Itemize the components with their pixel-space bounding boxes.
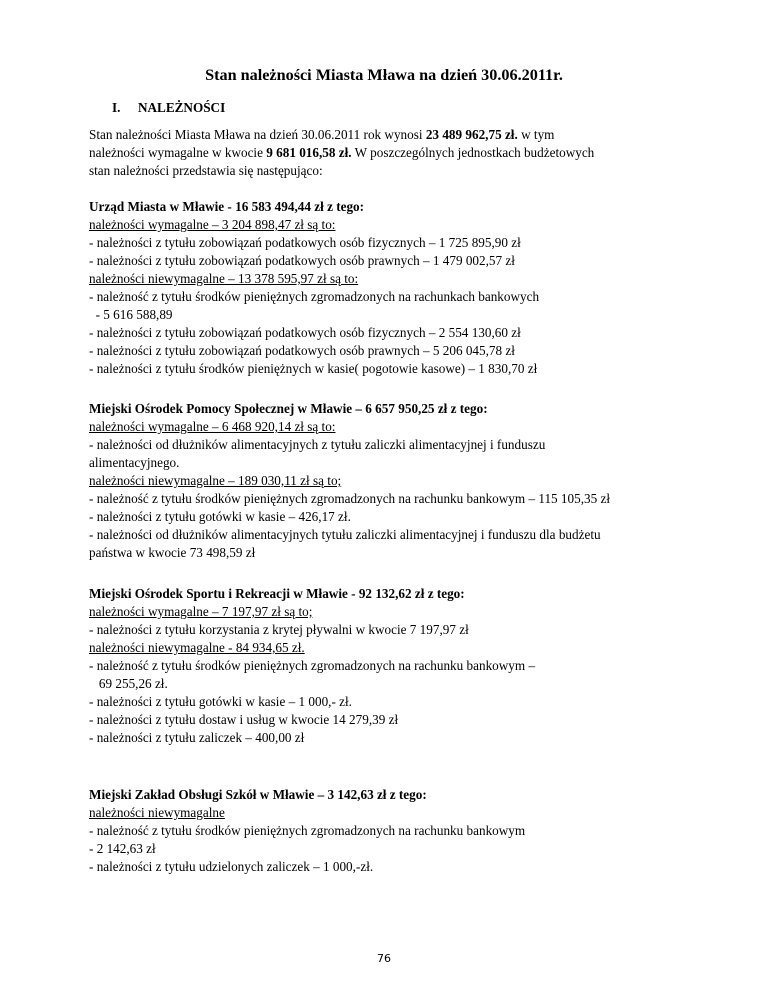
list-item: - należności z tytułu korzystania z krytej pływalni w kwocie 7 197,97 zł [89, 622, 469, 637]
list-item-continuation: 69 255,26 zł. [89, 676, 168, 691]
list-item: - należności z tytułu zobowiązań podatkowych osób prawnych – 5 206 045,78 zł [89, 343, 515, 358]
section-mosir [89, 585, 729, 747]
subheading-niewymagalne: należności niewymagalne - 84 934,65 zł. [89, 640, 305, 655]
total-amount: 23 489 962,75 zł. [425, 127, 518, 142]
section-mzoss [89, 786, 729, 876]
list-item-continuation: - 5 616 588,89 [89, 307, 173, 322]
unit-heading: Miejski Ośrodek Pomocy Społecznej w Mławie – 6 657 950,25 zł z tego: [89, 401, 488, 416]
list-item: - należności z tytułu gotówki w kasie – 1 000,- zł. [89, 694, 352, 709]
list-item: - należności od dłużników alimentacyjnych z tytułu zaliczki alimentacyjnej i funduszu [89, 437, 546, 452]
section-urzad-miasta [89, 198, 729, 378]
list-item: - należność z tytułu środków pieniężnych zgromadzonych na rachunku bankowym – [89, 658, 536, 673]
list-item: - należności z tytułu gotówki w kasie – 426,17 zł. [89, 509, 351, 524]
subheading-niewymagalne: należności niewymagalne [89, 805, 225, 820]
page-title: Stan należności Miasta Mława na dzień 30.06.2011r. [205, 66, 563, 84]
section-mops [89, 400, 729, 562]
intro-text: W poszczególnych jednostkach budżetowych [351, 145, 595, 160]
unit-heading: Miejski Ośrodek Sportu i Rekreacji w Mławie - 92 132,62 zł z tego: [89, 586, 465, 601]
list-item: - należność z tytułu środków pieniężnych zgromadzonych na rachunkach bankowych [89, 289, 540, 304]
intro-text: należności wymagalne w kwocie [89, 145, 267, 160]
list-item-continuation: alimentacyjnego. [89, 455, 180, 470]
wymagalne-amount: 9 681 016,58 zł. [266, 145, 352, 160]
list-item: - należność z tytułu środków pieniężnych zgromadzonych na rachunku bankowym – 115 105,35 zł [89, 491, 611, 506]
list-item: - należności z tytułu zaliczek – 400,00 zł [89, 730, 305, 745]
section-heading [112, 99, 225, 117]
list-item: - należności z tytułu środków pieniężnych w kasie( pogotowie kasowe) – 1 830,70 zł [89, 361, 538, 376]
subheading-wymagalne: należności wymagalne – 6 468 920,14 zł są to: [89, 419, 336, 434]
list-item: - należności z tytułu dostaw i usług w kwocie 14 279,39 zł [89, 712, 399, 727]
list-item: - należności z tytułu zobowiązań podatkowych osób prawnych – 1 479 002,57 zł [89, 253, 515, 268]
intro-line-1 [89, 126, 729, 144]
subheading-niewymagalne: należności niewymagalne – 13 378 595,97 zł są to: [89, 271, 359, 286]
section-number: I. [112, 100, 121, 115]
intro-paragraph [89, 126, 729, 180]
intro-text: w tym [517, 127, 555, 142]
subheading-wymagalne: należności wymagalne – 3 204 898,47 zł są to: [89, 217, 336, 232]
intro-line-2 [89, 144, 729, 162]
list-item-continuation: państwa w kwocie 73 498,59 zł [89, 545, 256, 560]
subheading-wymagalne: należności wymagalne – 7 197,97 zł są to; [89, 604, 313, 619]
intro-line-3: stan należności przedstawia się następująco: [89, 163, 323, 178]
list-item: - należności z tytułu zobowiązań podatkowych osób fizycznych – 1 725 895,90 zł [89, 235, 521, 250]
intro-text: Stan należności Miasta Mława na dzień 30.06.2011 rok wynosi [89, 127, 426, 142]
subheading-niewymagalne: należności niewymagalne – 189 030,11 zł są to; [89, 473, 342, 488]
list-item: - należność z tytułu środków pieniężnych zgromadzonych na rachunku bankowym [89, 823, 526, 838]
list-item: - należności z tytułu udzielonych zaliczek – 1 000,-zł. [89, 859, 374, 874]
unit-heading: Urząd Miasta w Mławie - 16 583 494,44 zł z tego: [89, 199, 365, 214]
unit-heading: Miejski Zakład Obsługi Szkół w Mławie – 3 142,63 zł z tego: [89, 787, 427, 802]
list-item: - należności od dłużników alimentacyjnych tytułu zaliczki alimentacyjnej i funduszu dla budżetu [89, 527, 601, 542]
page-number: 76 [377, 952, 391, 965]
section-label: NALEŻNOŚCI [138, 100, 226, 115]
list-item-continuation: - 2 142,63 zł [89, 841, 156, 856]
list-item: - należności z tytułu zobowiązań podatkowych osób fizycznych – 2 554 130,60 zł [89, 325, 521, 340]
